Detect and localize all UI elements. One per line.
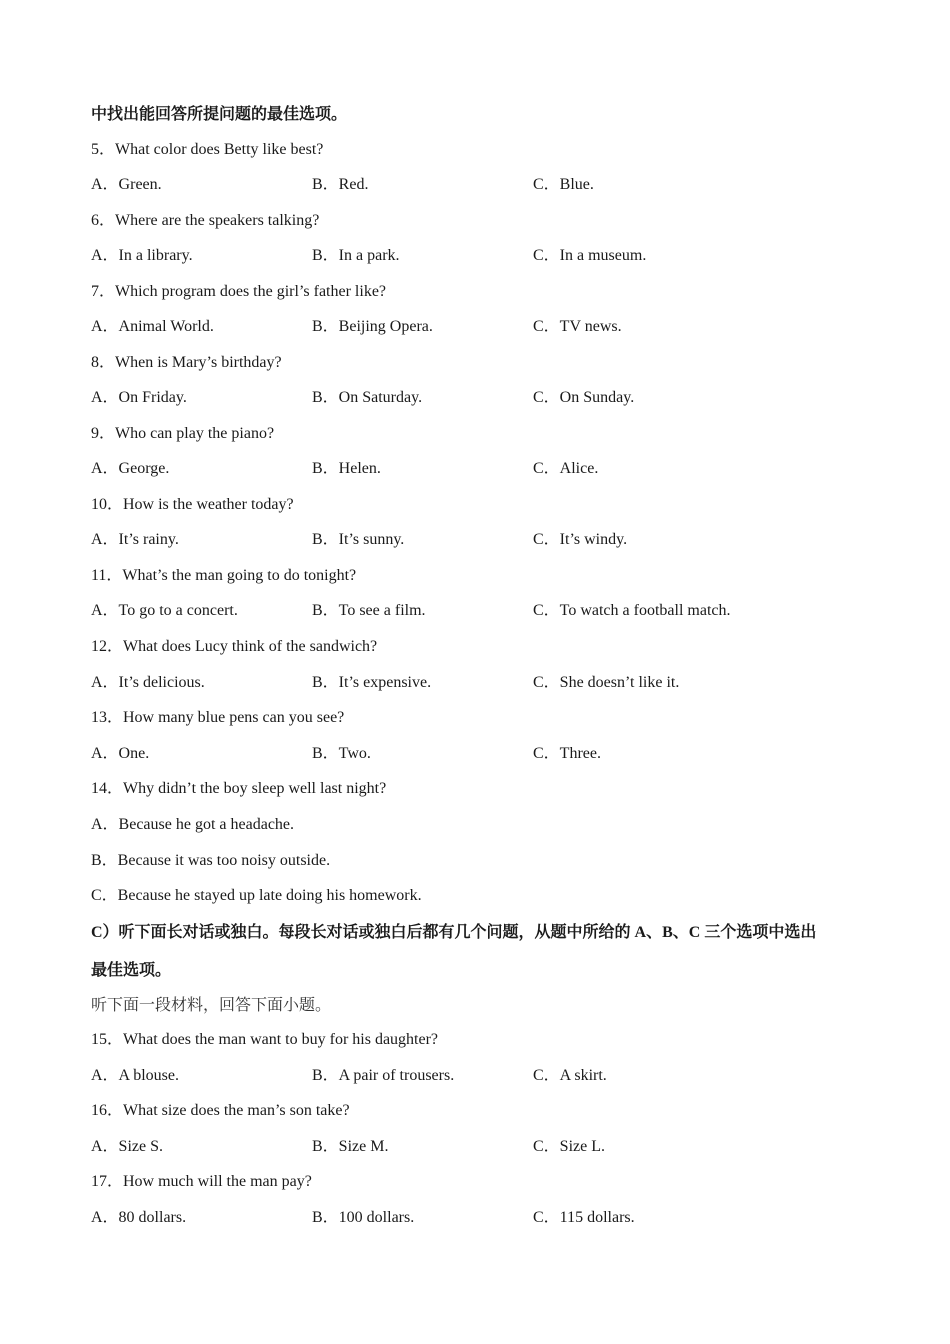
option-b: B．Because it was too noisy outside.: [91, 852, 331, 869]
option-b: B．100 dollars.: [312, 1209, 415, 1226]
option-c: C．115 dollars.: [533, 1209, 635, 1226]
option-b: B．Helen.: [312, 460, 381, 477]
question-7: 7．Which program does the girl’s father like?: [91, 283, 387, 300]
option-a: A．One.: [91, 745, 150, 762]
option-a: A．To go to a concert.: [91, 602, 238, 619]
option-a: A．Green.: [91, 176, 162, 193]
option-b: B．On Saturday.: [312, 389, 423, 406]
question-14: 14．Why didn’t the boy sleep well last night?: [91, 780, 387, 797]
option-a: A．Because he got a headache.: [91, 816, 295, 833]
option-a: A．Animal World.: [91, 318, 214, 335]
question-16: 16．What size does the man’s son take?: [91, 1102, 350, 1119]
option-b: B．In a park.: [312, 247, 400, 264]
option-b: B．A pair of trousers.: [312, 1067, 455, 1084]
option-a: A．George.: [91, 460, 170, 477]
option-c: C．TV news.: [533, 318, 622, 335]
option-a: A．A blouse.: [91, 1067, 180, 1084]
option-b: B．Beijing Opera.: [312, 318, 433, 335]
option-c: C．She doesn’t like it.: [533, 674, 680, 691]
option-b: B．Two.: [312, 745, 371, 762]
section-c-heading-cont: 最佳选项。: [91, 962, 172, 979]
option-a: A．It’s rainy.: [91, 531, 179, 548]
question-8: 8．When is Mary’s birthday?: [91, 354, 282, 371]
section-instruction-tail: 中找出能回答所提问题的最佳选项。: [91, 106, 348, 123]
option-c: C．Three.: [533, 745, 601, 762]
option-c: C．To watch a football match.: [533, 602, 731, 619]
option-c: C．Alice.: [533, 460, 599, 477]
question-9: 9．Who can play the piano?: [91, 425, 275, 442]
option-b: B．To see a film.: [312, 602, 426, 619]
option-a: A．On Friday.: [91, 389, 187, 406]
question-10: 10．How is the weather today?: [91, 496, 294, 513]
question-13: 13．How many blue pens can you see?: [91, 709, 345, 726]
material-instruction: 听下面一段材料，回答下面小题。: [91, 997, 332, 1014]
option-a: A．Size S.: [91, 1138, 164, 1155]
option-a: A．80 dollars.: [91, 1209, 187, 1226]
section-c-heading: C）听下面长对话或独白。每段长对话或独白后都有几个问题，从题中所给的 A、B、C 三个选项中选出: [91, 924, 817, 941]
option-c: C．It’s windy.: [533, 531, 628, 548]
option-a: A．It’s delicious.: [91, 674, 205, 691]
option-c: C．Size L.: [533, 1138, 605, 1155]
question-11: 11．What’s the man going to do tonight?: [91, 567, 357, 584]
option-c: C．A skirt.: [533, 1067, 607, 1084]
question-15: 15．What does the man want to buy for his daughter?: [91, 1031, 439, 1048]
option-a: A．In a library.: [91, 247, 193, 264]
question-5: 5．What color does Betty like best?: [91, 141, 324, 158]
option-c: C．Because he stayed up late doing his homework.: [91, 887, 422, 904]
option-c: C．In a museum.: [533, 247, 647, 264]
question-12: 12．What does Lucy think of the sandwich?: [91, 638, 378, 655]
option-b: B．It’s sunny.: [312, 531, 405, 548]
option-c: C．Blue.: [533, 176, 594, 193]
option-c: C．On Sunday.: [533, 389, 635, 406]
option-b: B．Red.: [312, 176, 369, 193]
question-17: 17．How much will the man pay?: [91, 1173, 312, 1190]
option-b: B．Size M.: [312, 1138, 389, 1155]
question-6: 6．Where are the speakers talking?: [91, 212, 320, 229]
option-b: B．It’s expensive.: [312, 674, 432, 691]
